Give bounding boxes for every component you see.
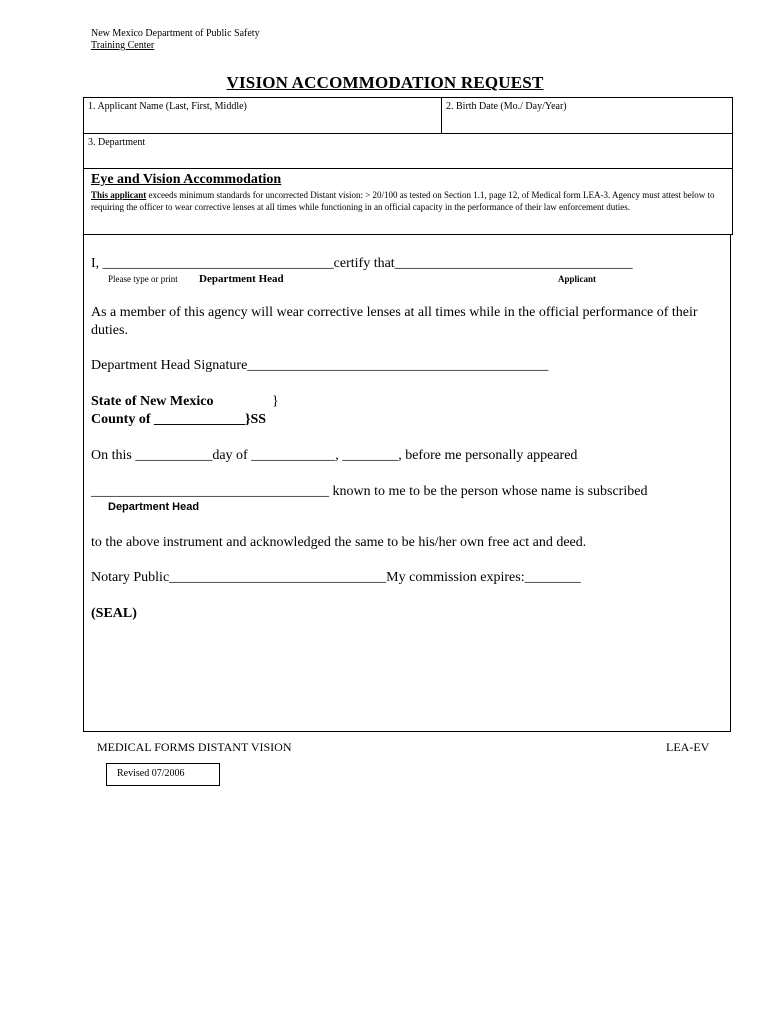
accommodation-lead: This applicant bbox=[91, 190, 147, 200]
on-this-line[interactable]: On this ___________day of ____________, ________, before me personally appeared bbox=[91, 448, 578, 463]
agency-name bbox=[91, 28, 260, 52]
dept-head-label: Department Head bbox=[199, 273, 284, 285]
instrument-text: to the above instrument and acknowledged the same to be his/her own free act and deed. bbox=[91, 535, 587, 550]
birth-date-field[interactable]: 2. Birth Date (Mo./ Day/Year) bbox=[446, 101, 567, 112]
state-brace: } bbox=[272, 394, 279, 409]
certify-line[interactable]: I, _________________________________certify that__________________________________ bbox=[91, 256, 633, 271]
dept-head-label-2: Department Head bbox=[108, 501, 200, 513]
footer-form-name: MEDICAL FORMS DISTANT VISION bbox=[97, 740, 292, 754]
statement-text: As a member of this agency will wear corrective lenses at all times while in the official performance of their duties. bbox=[91, 305, 698, 338]
accommodation-heading: Eye and Vision Accommodation bbox=[91, 172, 282, 187]
agency-line-1: New Mexico Department of Public Safety bbox=[91, 28, 260, 39]
accommodation-body: exceeds minimum standards for uncorrected Distant vision: > 20/100 as tested on Section 1.1, page 12, of Medical form LEA-3. Agency must attest below to requiring the officer to wear corrective lenses at all times while functioning in an official capacity in the performance of their law enforcement duties. bbox=[91, 190, 715, 212]
agency-line-2: Training Center bbox=[91, 40, 155, 51]
applicant-label: Applicant bbox=[558, 274, 597, 284]
seal-label: (SEAL) bbox=[91, 606, 137, 621]
field-divider bbox=[441, 97, 442, 134]
state-label: State of New Mexico bbox=[91, 394, 214, 409]
row-divider-2 bbox=[83, 168, 733, 169]
row-divider-1 bbox=[83, 133, 733, 134]
accommodation-text bbox=[91, 189, 721, 213]
applicant-info-box bbox=[83, 97, 733, 235]
department-field[interactable]: 3. Department bbox=[88, 137, 146, 148]
known-line[interactable]: __________________________________ known to me to be the person whose name is subscribed bbox=[91, 484, 648, 499]
notary-line[interactable]: Notary Public_______________________________My commission expires:________ bbox=[91, 570, 581, 585]
print-note: Please type or print bbox=[108, 274, 178, 284]
form-title: VISION ACCOMMODATION REQUEST bbox=[226, 73, 544, 92]
footer-form-code: LEA-EV bbox=[666, 740, 710, 754]
county-line[interactable]: County of _____________}SS bbox=[91, 412, 267, 427]
signature-line[interactable]: Department Head Signature___________________________________________ bbox=[91, 358, 549, 373]
applicant-name-field[interactable]: 1. Applicant Name (Last, First, Middle) bbox=[88, 101, 247, 112]
revised-date: Revised 07/2006 bbox=[117, 768, 185, 779]
